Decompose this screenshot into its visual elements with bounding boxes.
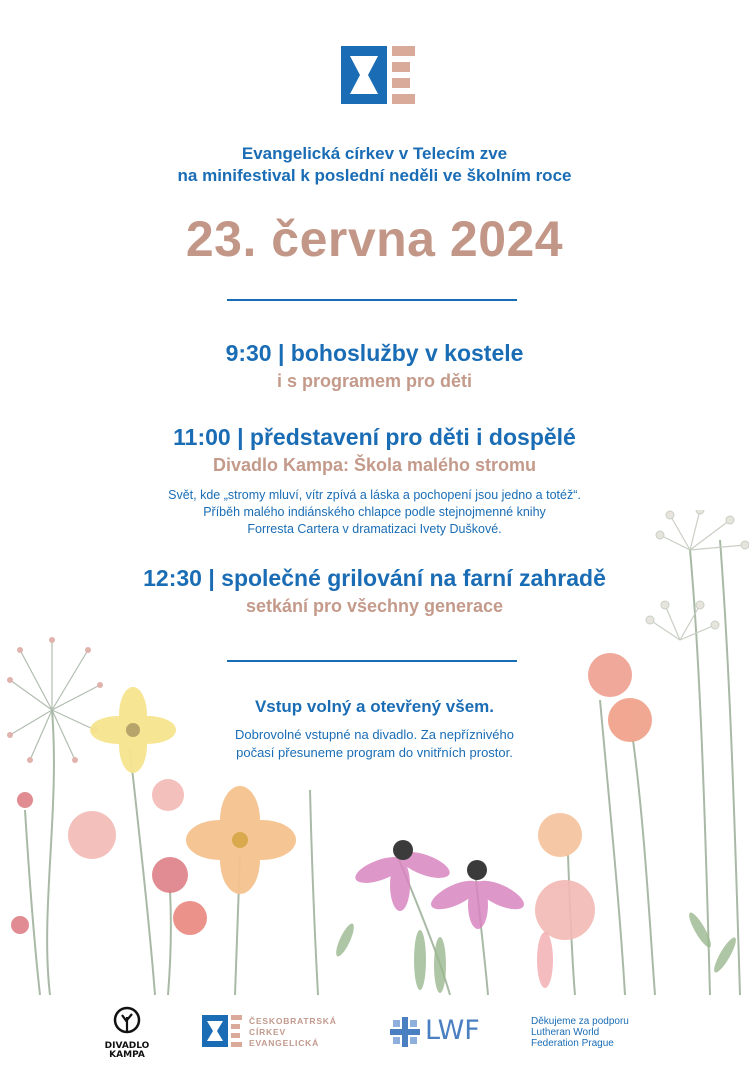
kampa-line-1: DIVADLO bbox=[104, 1041, 150, 1051]
cce-emblem-icon bbox=[202, 1015, 242, 1047]
entry-line-1: Dobrovolné vstupné na divadlo. Za nepříznivého bbox=[235, 727, 514, 742]
lwf-cross-icon bbox=[390, 1017, 420, 1047]
description-line: Svět, kde „stromy mluví, vítr zpívá a láska a pochopení jsou jedno a totéž“. bbox=[168, 488, 581, 502]
entry-line-2: počasí přesuneme program do vnitřních prostor. bbox=[236, 745, 513, 760]
cce-line-2: CÍRKEV bbox=[249, 1027, 286, 1037]
lwf-text: LWF bbox=[425, 1015, 480, 1046]
footer-partners bbox=[0, 995, 749, 1080]
thanks-line-3: Federation Prague bbox=[531, 1038, 614, 1049]
program-3-subtitle: setkání pro všechny generace bbox=[245, 596, 504, 616]
description-line: Forresta Cartera v dramatizaci Ivety Duškové. bbox=[247, 522, 502, 536]
entry-headline: Vstup volný a otevřený všem. bbox=[254, 697, 495, 716]
divider-bottom bbox=[227, 660, 517, 662]
program-1-subtitle: i s programem pro děti bbox=[276, 371, 473, 391]
program-2-description bbox=[0, 487, 749, 538]
intro-line-2: na minifestival k poslední neděli ve školním roce bbox=[177, 166, 572, 185]
intro-line-1: Evangelická církev v Telecím zve bbox=[241, 144, 508, 163]
program-2-subtitle: Divadlo Kampa: Škola malého stromu bbox=[212, 455, 537, 475]
cce-logo bbox=[202, 1015, 352, 1049]
description-line: Příběh malého indiánského chlapce podle stejnojmenné knihy bbox=[203, 505, 546, 519]
event-date: 23. června 2024 bbox=[185, 211, 564, 267]
divider-top bbox=[227, 299, 517, 301]
sponsor-thanks bbox=[531, 1016, 629, 1049]
thanks-line-2: Lutheran World bbox=[531, 1027, 600, 1038]
thanks-line-1: Děkujeme za podporu bbox=[531, 1016, 629, 1027]
church-logo bbox=[341, 46, 415, 104]
program-1-title: 9:30 | bohoslužby v kostele bbox=[225, 340, 524, 366]
cce-line-3: EVANGELICKÁ bbox=[249, 1038, 320, 1048]
cce-line-1: ČESKOBRATRSKÁ bbox=[249, 1016, 337, 1026]
invitation-intro bbox=[0, 143, 749, 187]
divadlo-kampa-logo bbox=[103, 1005, 151, 1065]
entry-details bbox=[0, 726, 749, 762]
program-2-title: 11:00 | představení pro děti i dospělé bbox=[173, 424, 576, 450]
lwf-logo bbox=[390, 1015, 490, 1049]
program-3-title: 12:30 | společné grilování na farní zahradě bbox=[143, 565, 606, 591]
kampa-line-2: KAMPA bbox=[109, 1050, 145, 1060]
tree-icon bbox=[112, 1005, 142, 1035]
